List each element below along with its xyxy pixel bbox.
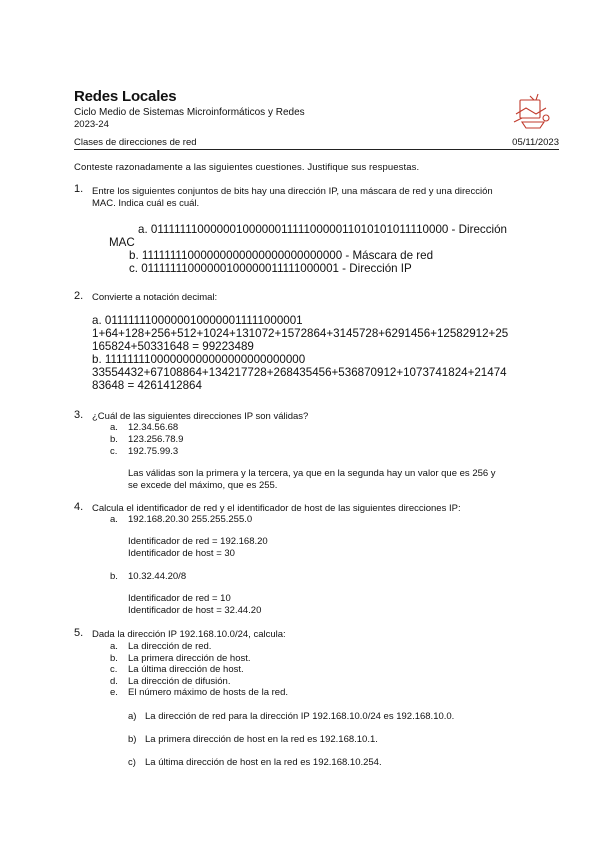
question-1-text-line: MAC. Indica cuál es cuál. [92,198,200,209]
question-2-number: 2. [74,290,84,302]
option-3c: c. 192.75.99.3 [110,446,179,457]
answer-3-line: Las válidas son la primera y la tercera, ya que en la segunda hay un valor que es 256 y [128,468,496,479]
answer-1a: a. 011111110000001000000111110000011010101011110000 - Dirección [138,223,507,236]
option-4a: a. 192.168.20.30 255.255.255.0 [110,514,253,525]
question-5-text: Dada la dirección IP 192.168.10.0/24, calcula: [92,629,286,640]
question-5-number: 5. [74,627,84,639]
question-5-options [110,641,288,699]
answer-4b [128,593,261,617]
question-4-number: 4. [74,501,84,513]
academic-year: 2023-24 [74,119,109,130]
option-4b: b. 10.32.44.20/8 [110,571,187,582]
answer-5a: a) La dirección de red para la dirección IP 192.168.10.0/24 es 192.168.10.0. [128,711,455,722]
answer-1a-cont: MAC [109,236,135,249]
answer-2-line: 1+64+128+256+512+1024+131072+1572864+3145728+6291456+12582912+25 [92,327,509,340]
topic-title: Clases de direcciones de red [74,137,197,148]
question-3-answer [128,468,496,492]
answer-5c: c) La última dirección de host en la red es 192.168.10.254. [128,757,382,768]
option-5a: a. La dirección de red. [110,641,212,652]
document-header [74,88,559,130]
answer-2-line: 33554432+67108864+134217728+268435456+536870912+1073741824+21474 [92,366,507,379]
option-5b: b. La primera dirección de host. [110,652,251,664]
option-3b: b. 123.256.78.9 [110,434,184,445]
answer-2-line: b. 11111111000000000000000000000000 [92,353,306,366]
course-title: Redes Locales [74,88,177,105]
answer-1b: b. 11111111000000000000000000000000 - Máscara de red [129,249,434,262]
answer-2-line: 83648 = 4261412864 [92,379,202,392]
network-id-4b: Identificador de red = 10 [128,593,231,604]
host-id-4b: Identificador de host = 32.44.20 [128,605,262,616]
answer-4a [128,536,268,560]
question-1-text [92,186,552,210]
school-logo-icon [510,92,554,132]
question-2-text: Convierte a notación decimal: [92,292,218,303]
question-1-text-line: Entre los siguientes conjuntos de bits hay una dirección IP, una máscara de red y una dirección [92,186,493,197]
question-1-answer [109,223,507,275]
host-id-4a: Identificador de host = 30 [128,548,235,559]
option-3a: a. 12.34.56.68 [110,422,179,433]
topic-bar [74,135,559,150]
network-id-4a: Identificador de red = 192.168.20 [128,536,268,547]
option-5c: c. La última dirección de host. [110,664,244,676]
question-3-number: 3. [74,409,84,421]
answer-2-line: 165824+50331648 = 99223489 [92,340,254,353]
instructions: Conteste razonadamente a las siguientes cuestiones. Justifique sus respuestas. [74,162,420,173]
document-date: 05/11/2023 [512,137,559,148]
answer-1c: c. 01111111000000100000011111000001 - Dirección IP [129,262,412,275]
option-5d: d. La dirección de difusión. [110,675,231,687]
answer-3-line: se excede del máximo, que es 255. [128,480,278,491]
option-5e: e. El número máximo de hosts de la red. [110,687,288,699]
course-subtitle: Ciclo Medio de Sistemas Microinformáticos y Redes [74,107,305,118]
question-1-number: 1. [74,183,84,195]
question-3-options [110,422,183,458]
answer-2-line: a. 01111111000000100000011111000001 [92,314,303,327]
question-4-text: Calcula el identificador de red y el identificador de host de las siguientes direcciones IP: [92,503,461,514]
answer-5b: b) La primera dirección de host en la red es 192.168.10.1. [128,734,378,745]
question-3-text: ¿Cuál de las siguientes direcciones IP son válidas? [92,411,309,422]
question-2-answer [92,314,508,392]
